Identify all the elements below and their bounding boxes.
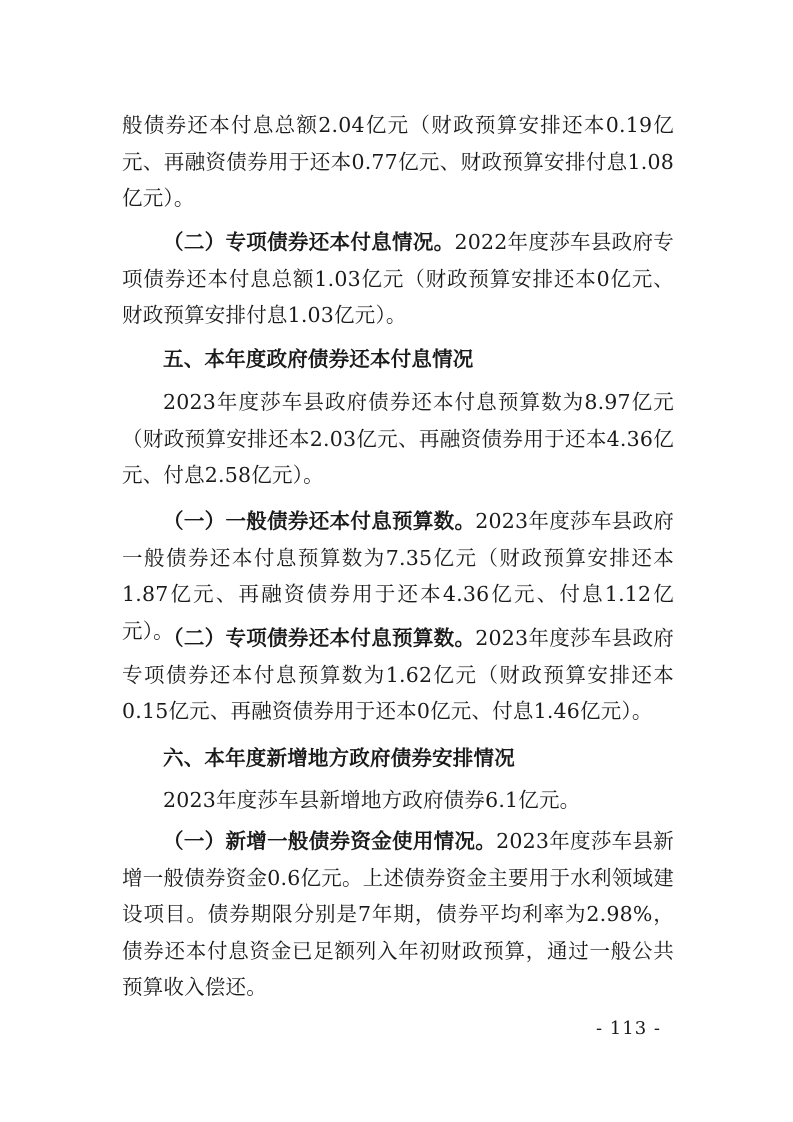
paragraph-2023-budget-total	[122, 384, 674, 494]
section-heading-text: 五、本年度政府债券还本付息情况	[163, 347, 474, 371]
paragraph-text: 2023年度莎车县政府债券还本付息预算数为8.97亿元（财政预算安排还本2.03亿元、再融资债券用于还本4.36亿元、付息2.58亿元）。	[122, 390, 674, 487]
section-subheading: （一）新增一般债券资金使用情况。	[163, 829, 497, 853]
section-subheading: （二）专项债券还本付息预算数。	[163, 626, 476, 650]
paragraph-text: 2023年度莎车县政府一般债券还本付息预算数为7.35亿元（财政预算安排还本1.87亿元、再融资债券用于还本4.36亿元、付息1.12亿元）。	[122, 509, 675, 643]
paragraph-special-bond-situation	[122, 224, 674, 334]
paragraph-text: 2023年度莎车县新增地方政府债券6.1亿元。	[163, 788, 581, 812]
section-subheading: （一）一般债券还本付息预算数。	[163, 509, 476, 533]
paragraph-text: 般债券还本付息总额2.04亿元（财政预算安排还本0.19亿元、再融资债券用于还本0.77亿元、财政预算安排付息1.08亿元）。	[122, 113, 674, 210]
paragraph-special-bond-budget	[122, 620, 674, 730]
section-heading-five	[122, 341, 674, 378]
paragraph-new-general-bond-usage	[122, 823, 674, 1006]
section-heading-six	[122, 740, 674, 777]
paragraph-new-bond-total	[122, 782, 674, 819]
paragraph-general-bond-summary	[122, 107, 674, 217]
paragraph-text: 2023年度莎车县新增一般债券资金0.6亿元。上述债券资金主要用于水利领域建设项目。债券期限分别是7年期，债券平均利率为2.98%，债券还本付息资金已足额列入年初财政预算，通过一般公共预算收入偿还。	[122, 829, 674, 999]
paragraph-text: 2022年度莎车县政府专项债券还本付息总额1.03亿元（财政预算安排还本0亿元、财政预算安排付息1.03亿元）。	[122, 230, 674, 327]
paragraph-text: 2023年度莎车县政府专项债券还本付息预算数为1.62亿元（财政预算安排还本0.15亿元、再融资债券用于还本0亿元、付息1.46亿元）。	[122, 626, 675, 723]
section-subheading: （二）专项债券还本付息情况。	[163, 230, 455, 254]
section-heading-text: 六、本年度新增地方政府债券安排情况	[163, 746, 515, 770]
page-number: - 113 -	[596, 1018, 661, 1039]
